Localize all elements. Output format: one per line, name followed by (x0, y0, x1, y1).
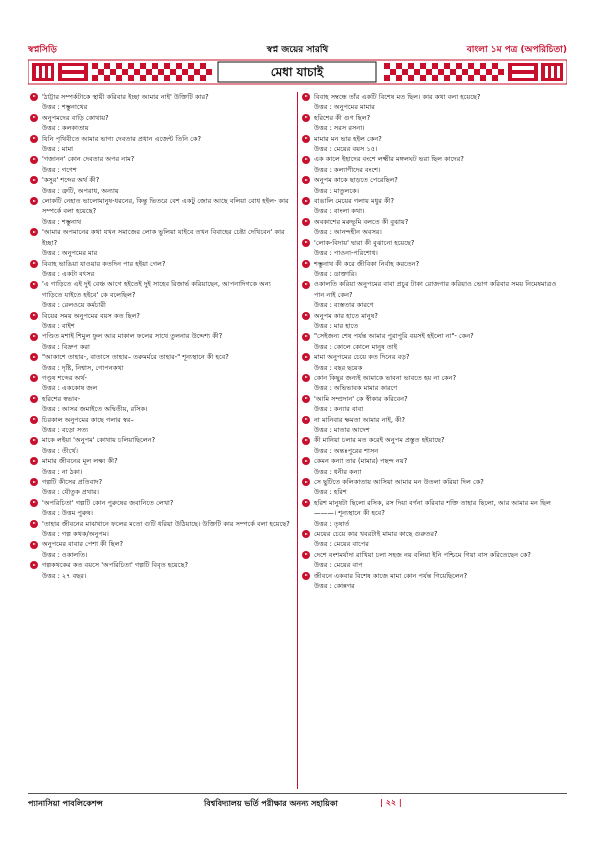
footer-rule (28, 793, 567, 794)
qa-item (302, 113, 564, 134)
bullet-arrow-icon (302, 374, 310, 382)
question-text: জীবনে একবার বিশেষ কাজে মামা কোন পর্যন্ত গিয়েছিলেন? (314, 571, 468, 580)
bullet-arrow-icon (302, 281, 310, 289)
right-question-column (302, 92, 564, 592)
question-text: অবকাশের মরুভূমি বলতে কী বুঝায়? (314, 217, 409, 226)
answer-text: উত্তর : অভিভাবক মামার কারণে (314, 384, 398, 393)
question-text: দেশে বংশমর্যাদা রাখিয়া চলা সহজ নয় বলিয়া ইনি পশ্চিমে গিয়া বাস করিতেছেন কে? (314, 550, 531, 559)
qa-item (302, 331, 564, 352)
answer-text: উত্তর : অন্তঃপুরের শাসন (314, 446, 379, 455)
bullet-arrow-icon (302, 93, 310, 101)
question-text: শম্ভুনাথ কী করে জীবিকা নির্বাহ করতেন? (314, 259, 420, 268)
answer-text: উত্তর : তৃষার্ত (314, 519, 350, 528)
bullet-arrow-icon (30, 93, 38, 101)
question-text: মামার জীবনের মূল লক্ষ্য কী? (42, 457, 118, 466)
answer-text: উত্তর : মেয়ের বয়স ১৫। (314, 145, 378, 154)
bullet-arrow-icon (30, 520, 38, 528)
question-text: 'কসুর' শব্দের অর্থ কী? (42, 176, 100, 185)
qa-item (30, 311, 292, 332)
question-text: বিবাহ সম্বন্ধে তাঁর একটি বিশেষ মত ছিল। কার কথা বলা হয়েছে? (314, 93, 481, 101)
qa-item (30, 196, 292, 227)
bullet-arrow-icon (302, 572, 310, 580)
bullet-arrow-icon (302, 457, 310, 465)
question-text: লোকটি নেহাত ভালোমানুষ-ধরনের, কিন্তু ভিতরে বেশ একটু জোর আছে বলিয়া বোধ হইল- কার সম্পর্কে বলা হয়েছে? (42, 197, 289, 216)
qa-item (30, 331, 292, 352)
qa-item (30, 519, 292, 540)
bullet-arrow-icon (30, 197, 38, 205)
header-tagline: স্বপ্ন জয়ের সারথি (266, 45, 329, 55)
bullet-arrow-icon (302, 156, 310, 164)
question-text: যিনি পৃথিবীতে আমার ভাগ্য দেবতার প্রধান এজেন্ট তিনি কে? (42, 134, 201, 143)
answer-text: উত্তর : মামা (42, 145, 74, 154)
bullet-arrow-icon (30, 457, 38, 465)
qa-item (30, 352, 292, 373)
qa-item (302, 435, 564, 456)
qa-item (302, 415, 564, 436)
bullet-arrow-icon (30, 437, 38, 445)
question-text: সে ছুটিতে কলিকাতায় আসিয়া আমার মন উতলা করিয়া দিল কে? (314, 478, 484, 487)
question-text: না মানিবার ক্ষমতা আমার নাই, কী? (314, 415, 406, 424)
question-text: 'তাহার জীবনের মাঝখানে ফলের মতো গুটি ধরিয়া উঠিয়াছে। উক্তিটি কার সম্পর্কে বলা হয়েছে? (42, 519, 290, 528)
qa-item (302, 92, 564, 113)
bullet-arrow-icon (302, 395, 310, 403)
qa-item (302, 498, 564, 529)
qa-item (302, 529, 564, 550)
question-text: 'আমার অপমানের কথা যখন সমাজের লোক ভুলিয়া যাইবে তখন বিবাহের চেষ্টা দেখিবেন' কার ইচ্ছা? (42, 228, 285, 247)
question-text: 'আমি সম্প্রদান' কে স্বীকার করিবেন? (314, 394, 408, 403)
question-text: পণ্ডিত মশাই শিমুল ফুল আর মাকাল ফলের সাথে তুলনার উদ্দেশ্য কী? (42, 332, 223, 341)
question-text: চিরকাল অনুপমের কাছে গলার স্বর– (42, 415, 134, 424)
qa-item (30, 92, 292, 113)
bullet-arrow-icon (30, 135, 38, 143)
answer-text: উত্তর : শম্ভুনাথ (42, 217, 82, 226)
qa-item (302, 279, 564, 310)
bullet-arrow-icon (302, 416, 310, 424)
answer-text: উত্তর : গল্প কথক/অনুপম। (42, 530, 109, 539)
bullet-arrow-icon (302, 478, 310, 486)
bullet-arrow-icon (30, 260, 38, 268)
qa-item (30, 456, 292, 477)
answer-text: উত্তর : রেলওয়ে কর্মচারী (42, 301, 106, 310)
question-text: কী মানিয়া চলার মত করেই অনুপম প্রস্তুত হইয়াছে? (314, 436, 445, 445)
answer-text: উত্তর : মাতুলকে। (314, 186, 359, 195)
qa-item (302, 394, 564, 415)
question-text: বিবাহ ভাঙিয়া যাওয়ার কতদিন পার হইয়া গেল? (42, 259, 166, 268)
question-text: 'গজানন' কোন দেবতার অপর নাম? (42, 155, 135, 164)
answer-text: উত্তর : উত্তম পুরুষ। (42, 509, 94, 518)
bullet-arrow-icon (302, 530, 310, 538)
qa-item (30, 113, 292, 134)
answer-text: উত্তর : বছর ছয়েক (314, 363, 363, 372)
brand-label: স্বপ্নসিড়ি (28, 45, 57, 55)
bullet-arrow-icon (302, 551, 310, 559)
bullet-arrow-icon (302, 114, 310, 122)
answer-text: উত্তর : অনুপমের মার (42, 249, 98, 258)
question-text: 'এ গাড়িতে এই দুই বেঞ্চ আগে হইতেই দুই সাহেব রিজার্ভ করিয়াছেন, আপনাদিগকে অন্য গাড়িতে যাইতে হইবে' কে বলেছিল? (42, 280, 271, 299)
answer-text: উত্তর : ডাক্তারি। (314, 269, 357, 278)
question-text: বিয়ের সময় অনুপমের বয়স কত ছিল? (42, 311, 140, 320)
qa-item (302, 259, 564, 280)
answer-text: উত্তর : না ঠকা। (42, 467, 83, 476)
answer-text: উত্তর : যৌতুক প্রথার। (42, 488, 99, 497)
answer-text: উত্তর : মেয়ের বাপের (314, 540, 369, 549)
answer-text: উত্তর : ২৭ বছর। (42, 571, 87, 580)
qa-item (30, 259, 292, 280)
answer-text: উত্তর : ধনীর কন্যা (314, 467, 362, 476)
answer-text: উত্তর : মাতার আদেশ (314, 426, 370, 434)
question-text: 'ঠাট্টার সম্পর্কটাকে স্থায়ী করিবার ইচ্ছা আমার নাই' উক্তিটি কার? (42, 93, 209, 101)
bullet-arrow-icon (30, 114, 38, 122)
qa-item (302, 477, 564, 498)
answer-text: উত্তর : বড়ো সত্য (42, 426, 89, 434)
bullet-arrow-icon (302, 197, 310, 205)
answer-text: উত্তর : মেয়ের বাপ (314, 561, 363, 570)
bullet-arrow-icon (30, 312, 38, 320)
question-text: 'লোক-বিদায়' দ্বারা কী বুঝানো হয়েছে? (314, 238, 415, 247)
question-text: গণ্ডূষ শব্দের অর্থ- (42, 373, 87, 382)
qa-item (30, 435, 292, 456)
answer-text: উত্তর : গণেশ (42, 165, 77, 174)
answer-text: উত্তর : দৃষ্টি, নিশ্বাস, গোপনকথা (42, 363, 124, 372)
answer-text: উত্তর : আসর জমাইতে অদ্বিতীয়, রসিক। (42, 405, 148, 414)
question-text: ওকালতি করিয়া অনুপমের বাবা প্রচুর টাকা রোজগার করিয়াও ভোগ করিবার সময় নিমেষমাত্রও পান নাই কেন? (314, 280, 557, 299)
question-text: "আকাশে তাহার-, বাতাসে তাহার– তরুমর্মরে তাহার-" শূন্যস্থানে কী হবে? (42, 353, 229, 362)
qa-item (302, 571, 564, 592)
question-text: 'অপরিচিতা' গল্পটি কোন পুরুষের জবানিতে লেখা? (42, 498, 174, 507)
answer-text: উত্তর : কন্যার বাবা (314, 405, 364, 414)
footer-tagline: বিশ্ববিদ্যালয় ভর্তি পরীক্ষার অনন্য সহায়িকা (204, 799, 338, 808)
answer-text: উত্তর : শম্ভুনাথের (42, 103, 88, 112)
answer-text: উত্তর : বাইশ (42, 321, 75, 330)
question-text: এক কালে ইহাদের বংশে লক্ষ্মীর মঙ্গলঘট ভরা ছিল কাদের? (314, 155, 464, 164)
page-header (28, 40, 567, 56)
qa-item (30, 175, 292, 196)
bullet-arrow-icon (302, 135, 310, 143)
bullet-arrow-icon (30, 541, 38, 549)
bullet-arrow-icon (302, 499, 310, 507)
question-text: মাকে লইয়া 'অনুপম' কোথায় চলিয়াছিলেন? (42, 436, 156, 445)
bullet-arrow-icon (30, 478, 38, 486)
question-text: গল্পটি কীসের প্রতিবাদ? (42, 478, 103, 487)
bullet-arrow-icon (302, 260, 310, 268)
column-divider (297, 92, 298, 789)
bullet-arrow-icon (302, 218, 310, 226)
bullet-arrow-icon (30, 416, 38, 424)
question-text: অনুপমদের বাড়ি কোথায়? (42, 113, 109, 122)
bullet-arrow-icon (30, 374, 38, 382)
bullet-arrow-icon (302, 353, 310, 361)
question-text: হরিশের কী গুণ ছিল? (314, 113, 371, 122)
page-number: | ২২ | (380, 798, 402, 807)
question-text: কেমন কন্যা তার (মামার) পছন্দ নয়? (314, 457, 408, 466)
bullet-arrow-icon (30, 395, 38, 403)
question-text: অনুপম কার হাতে মানুষ? (314, 311, 378, 320)
bullet-arrow-icon (30, 176, 38, 184)
bullet-arrow-icon (302, 333, 310, 341)
question-text: মেয়ের চেয়ে কার খবরটাই মামার কাছে গুরুতর? (314, 530, 438, 539)
bullet-arrow-icon (302, 312, 310, 320)
question-text: অনুপম কাকে ছাড়তে পেরেছিল? (314, 176, 398, 185)
qa-item (30, 415, 292, 436)
answer-text: উত্তর : পাওনা-পরিশোধ। (314, 249, 378, 258)
page-footer (28, 798, 567, 812)
answer-text: উত্তর : কলকাতায় (42, 124, 89, 133)
question-text: কোন কিছুর জন্যই আমাকে ভাবনা ভাবতে হয় না কেন? (314, 373, 457, 382)
qa-item (302, 134, 564, 155)
qa-item (302, 175, 564, 196)
bullet-arrow-icon (30, 333, 38, 341)
answer-text: উত্তর : বিদ্রুপ করা (42, 342, 90, 351)
qa-item (302, 196, 564, 217)
answer-text: উত্তর : কোন্নগর (314, 582, 355, 591)
qa-item (30, 373, 292, 394)
question-text: গল্পকথকের কত বয়সে 'অপরিচিতা' গল্পটি বিবৃত হয়েছে? (42, 561, 188, 570)
question-text: হরিশ মানুষটা ছিলো রসিক, রস দিয়া বর্ণনা করিবার শক্তি তাহার ছিলো, আর আমার মন ছিল ———। শূন্যস্থানে কী হবে? (314, 498, 551, 518)
qa-item (30, 227, 292, 258)
bullet-arrow-icon (302, 437, 310, 445)
qa-item (30, 154, 292, 175)
question-text: মামার মন ভার হইল কেন? (314, 134, 382, 143)
answer-text: উত্তর : সরস রসনা। (314, 124, 365, 133)
answer-text: উত্তর : হরিশ (314, 488, 347, 497)
bullet-arrow-icon (302, 176, 310, 184)
qa-item (30, 477, 292, 498)
qa-item (302, 154, 564, 175)
answer-text: উত্তর : ব্যস্ততার কারণে (314, 301, 374, 310)
answer-text: উত্তর : তীর্থে। (42, 446, 79, 455)
answer-text: উত্তর : কোলে কোলে মানুষ তাই (314, 342, 398, 351)
question-text: অনুপমের বাবার পেশা কী ছিল? (42, 540, 123, 549)
bullet-arrow-icon (30, 561, 38, 569)
left-question-column (30, 92, 292, 581)
answer-text: উত্তর : মার হাতে (314, 321, 359, 330)
bullet-arrow-icon (30, 156, 38, 164)
answer-text: উত্তর : একটা বৎসর (42, 269, 95, 278)
question-text: মামা অনুপমের চেয়ে কত দিনের বড়? (314, 353, 410, 362)
qa-item (30, 394, 292, 415)
answer-text: উত্তর : ওকালতি। (42, 550, 88, 559)
answer-text: উত্তর : আনন্দহীন অবসর। (314, 228, 382, 237)
qa-item (30, 498, 292, 519)
qa-item (302, 550, 564, 571)
answer-text: উত্তর : কল্যাণীদের বংশে। (314, 165, 381, 174)
qa-item (302, 311, 564, 332)
publisher-name: প্যানাসিয়া পাবলিকেশন্স (28, 799, 103, 808)
bullet-arrow-icon (30, 499, 38, 507)
qa-item (30, 539, 292, 560)
section-title: মেধা যাচাই (270, 65, 324, 79)
answer-text: উত্তর : অনুপমের মামার (314, 103, 375, 112)
question-text: "সেইজন্য শেষ পর্যন্ত আমার পুরাপুরি বয়সই হইলো না"- কেন? (314, 332, 474, 341)
question-text: বাঙালি মেয়ের গলায় মধুর কী? (314, 197, 395, 206)
qa-item (30, 134, 292, 155)
qa-item (302, 456, 564, 477)
qa-item (302, 217, 564, 238)
qa-item (30, 560, 292, 581)
qa-item (30, 279, 292, 310)
bullet-arrow-icon (30, 281, 38, 289)
question-text: হরিশের স্বভাব- (42, 394, 81, 403)
answer-text: উত্তর : এককোষ জল (42, 384, 98, 393)
bullet-arrow-icon (30, 228, 38, 236)
bullet-arrow-icon (302, 239, 310, 247)
bullet-arrow-icon (30, 353, 38, 361)
qa-item (302, 373, 564, 394)
subject-label: বাংলা ১ম পত্র (অপরিচিতা) (466, 45, 567, 55)
answer-text: উত্তর : বাংলা কথা। (314, 207, 365, 216)
qa-item (302, 352, 564, 373)
answer-text: উত্তর : ত্রুটি, অপরাধ, অন্যায় (42, 186, 119, 195)
qa-item (302, 238, 564, 259)
